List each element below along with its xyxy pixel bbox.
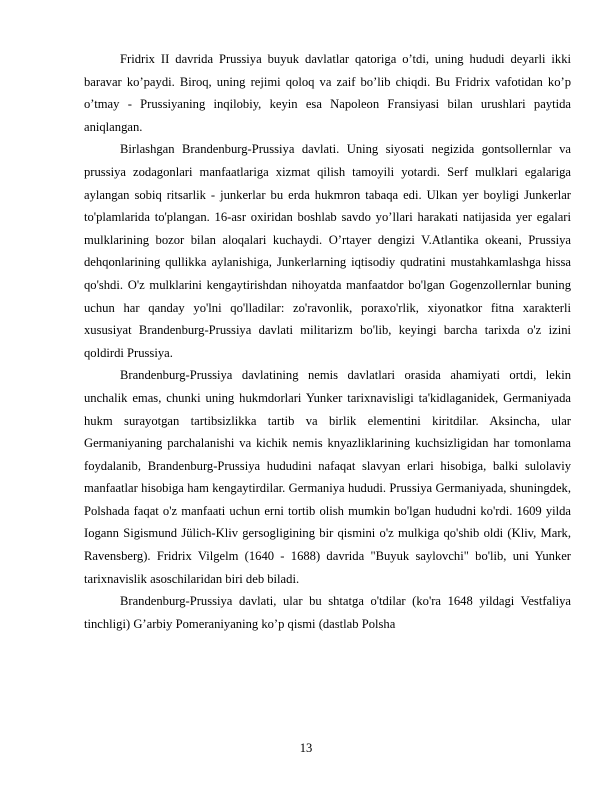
paragraph-1: Fridrix II davrida Prussiya buyuk davlatlar qatoriga o’tdi, uning hududi deyarli ikki baravar ko’paydi. Biroq, uning rejimi qoloq va zaif bo’lib chiqdi. Bu Fridrix vafotidan ko’p o’tmay - Prussiyaning inqilobiy, keyin esa Napoleon Fransiyasi bilan urushlari paytida aniqlangan. <box>84 52 571 134</box>
page-number: 13 <box>299 741 313 755</box>
paragraph-4: Brandenburg-Prussiya davlati, ular bu shtatga o'tdilar (ko'ra 1648 yildagi Vestfaliya tinchligi) G’arbiy Pomeraniyaning ko’p qismi (dastlab Polsha <box>84 594 571 631</box>
document-body <box>84 48 571 635</box>
paragraph-2: Birlashgan Brandenburg-Prussiya davlati. Uning siyosati negizida gontsollernlar va prussiya zodagonlari manfaatlariga xizmat qilish tamoyili yotardi. Serf mulklari egalariga aylangan sobiq ritsarlik - junkerlar bu erda hukmron tabaqa edi. Ulkan yer boyligi Junkerlar to'plamlarida to'plangan. 16-asr oxiridan boshlab savdo yo’llari harakati natijasida yer egalari mulklarining bozor bilan aloqalari kuchaydi. O’rtayer dengizi V.Atlantika okeani, Prussiya dehqonlarining qullikka aylanishiga, Junkerlarning iqtisodiy qudratini mustahkamlashga hissa qo'shdi. O'z mulklarini kengaytirishdan nihoyatda manfaatdor bo'lgan Gogenzollernlar buning uchun har qanday yo'lni qo'lladilar: zo'ravonlik, poraxo'rlik, xiyonatkor fitna xarakterli xususiyat Brandenburg-Prussiya davlati militarizm bo'lib, keyingi barcha tarixda o'z izini qoldirdi Prussiya. <box>84 142 571 360</box>
paragraph-3: Brandenburg-Prussiya davlatining nemis davlatlari orasida ahamiyati ortdi, lekin unchalik emas, chunki uning hukmdorlari Yunker tarixnavisligi ta'kidlaganidek, Germaniyada hukm surayotgan tartibsizlikka tartib va birlik elementini kiritdilar. Aksincha, ular Germaniyaning parchalanishi va kichik nemis knyazliklarining kuchsizligidan har tomonlama foydalanib, Brandenburg-Prussiya hududini nafaqat slavyan erlari hisobiga, balki sulolaviy manfaatlar hisobiga ham kengaytirdilar. Germaniya hududi. Prussiya Germaniyada, shuningdek, Polshada faqat o'z manfaati uchun erni tortib olish mumkin bo'lgan hududni ko'rdi. 1609 yilda Iogann Sigismund Jülich-Kliv gersogligining bir qismini o'z mulkiga qo'shib oldi (Kliv, Mark, Ravensberg). Fridrix Vilgelm (1640 - 1688) davrida "Buyuk saylovchi" bo'lib, uni Yunker tarixnavislik asoschilaridan biri deb biladi. <box>84 368 571 586</box>
